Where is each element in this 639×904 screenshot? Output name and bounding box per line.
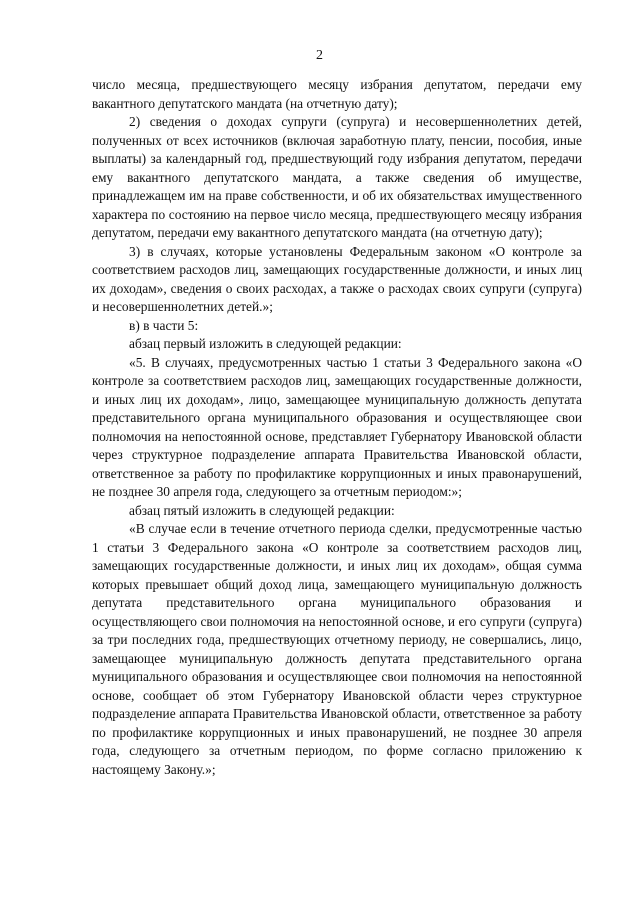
document-body xyxy=(92,76,582,779)
paragraph-item-2: 2) сведения о доходах супруги (супруга) и несовершеннолетних детей, полученных от всех источников (включая заработную плату, пенсии, пособия, иные выплаты) за календарный год, предшествующий году избрания депутатом, передачи ему вакантного депутатского мандата, а также сведения об имуществе, принадлежащем им на праве собственности, и об их обязательствах имущественного характера по состоянию на первое число месяца, предшествующего месяцу избрания депутатом, передачи ему вакантного депутатского мандата (на отчетную дату); xyxy=(92,114,582,240)
paragraph-instruction-first: абзац первый изложить в следующей редакции: xyxy=(129,336,402,351)
paragraph-continuation: число месяца, предшествующего месяцу избрания депутатом, передачи ему вакантного депутатского мандата (на отчетную дату); xyxy=(92,77,582,111)
paragraph-instruction-fifth: абзац пятый изложить в следующей редакции: xyxy=(129,502,395,518)
paragraph-item-3: 3) в случаях, которые установлены Федеральным законом «О контроле за соответствием расходов лиц, замещающих государственные должности, и иных лиц их доходам», сведения о своих расходах, а также о расходах своих супруги (супруга) и несовершеннолетних детей.»; xyxy=(92,243,582,314)
paragraph-subitem-v: в) в части 5: xyxy=(129,317,199,333)
paragraph-part-5: «5. В случаях, предусмотренных частью 1 статьи 3 Федерального закона «О контроле за соответствием расходов лиц, замещающих государственные должности, и иных лиц их доходам», лицо, замещающее муниципальную должность депутата представительного органа муниципального образования и осуществляющее свои полномочия на непостоянной основе, представляет Губернатору Ивановской области через структурное подразделение аппарата Правительства Ивановской области, ответственное за работу по профилактике коррупционных и иных правонарушений, не позднее 30 апреля года, следующего за отчетным периодом:»; xyxy=(92,354,582,499)
page-number: 2 xyxy=(316,48,323,63)
paragraph-fifth-text: «В случае если в течение отчетного периода сделки, предусмотренные частью 1 статьи 3 Федерального закона «О контроле за соответствием расходов лиц, замещающих государственные должности, и иных лиц их доходам», общая сумма которых превышает общий доход лица, замещающего муниципальную должность депутата представительного органа муниципального образования и осуществляющего свои полномочия на непостоянной основе, и его супруги (супруга) за три последних года, предшествующих отчетному периоду, не совершались, лицо, замещающее муниципальную должность депутата представительного органа муниципального образования и осуществляющее свои полномочия на непостоянной основе, сообщает об этом Губернатору Ивановской области через структурное подразделение аппарата Правительства Ивановской области, ответственное за работу по профилактике коррупционных и иных правонарушений, не позднее 30 апреля года, следующего за отчетным периодом, по форме согласно приложению к настоящему Закону.»; xyxy=(92,521,582,777)
